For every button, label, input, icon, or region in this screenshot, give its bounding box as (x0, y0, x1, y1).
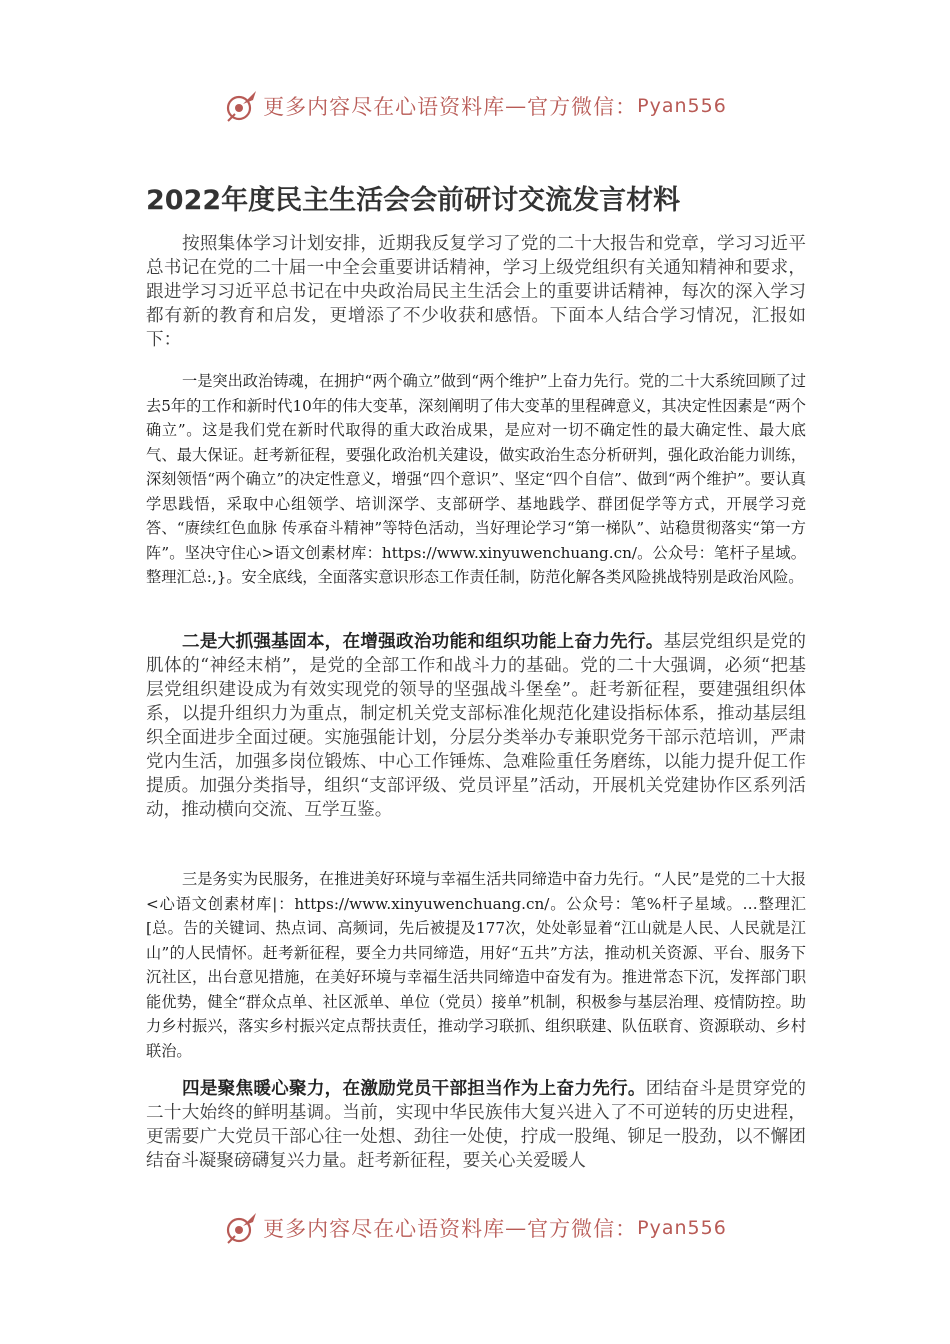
section-2-body: 基层党组织是党的肌体的“神经末梢”，是党的全部工作和战斗力的基础。党的二十大强调，必须“把基层党组织建设成为有效实现党的领导的坚强战斗堡垒”。赶考新征程，要建强组织体系，以提升组织力为重点，制定机关党支部标准化规范化建设指标体系，推动基层组织全面进步全面过硬。实施强能计划，分层分类举办专兼职党务干部示范培训，严肃党内生活，加强多岗位锻炼、中心工作锤炼、急难险重任务磨练，以能力提升促工作提质。加强分类指导，组织“支部评级、党员评星”活动，开展机关党建协作区系列活动，推动横向交流、互学互鉴。 (146, 632, 806, 820)
banner-handle: Pyan556 (637, 95, 727, 117)
section-2-lead: 二是大抓强基固本，在增强政治功能和组织功能上奋力先行。 (182, 631, 664, 652)
intro-paragraph: 按照集体学习计划安排，近期我反复学习了党的二十大报告和党章，学习习近平总书记在党的二十届一中全会重要讲话精神，学习上级党组织有关通知精神和要求，跟进学习习近平总书记在中央政治局民主生活会上的重要讲话精神，每次的深入学习都有新的教育和启发，更增添了不少收获和感悟。下面本人结合学习情况，汇报如下： (146, 234, 806, 350)
section-1-block (146, 369, 806, 590)
quill-logo-icon (223, 1210, 259, 1246)
banner-official-label: 官方微信： (527, 95, 638, 119)
banner-separator: — (505, 1216, 528, 1240)
document-title: 2022年度民主生活会会前研讨交流发言材料 (146, 185, 681, 216)
banner-handle: Pyan556 (637, 1217, 727, 1239)
section-2-paragraph (146, 630, 806, 822)
header-banner (0, 86, 950, 126)
banner-separator: — (505, 94, 528, 118)
banner-text: 更多内容尽在心语资料库 (263, 1217, 506, 1241)
section-4-body: 团结奋斗是贯穿党的二十大始终的鲜明基调。当前，实现中华民族伟大复兴进入了不可逆转的历史进程，更需要广大党员干部心往一处想、劲往一处使，拧成一股绳、铆足一股劲，以不懈团结奋斗凝聚磅礴复兴力量。赶考新征程，要关心关爱暖人 (146, 1079, 806, 1171)
section-3-paragraph: 三是务实为民服务，在推进美好环境与幸福生活共同缔造中奋力先行。“人民”是党的二十大报<心语文创素材库|：https://www.xinyuwenchuang.cn/。公众号：笔%杆子星域。…整理汇[总。告的关键词、热点词、高频词，先后被提及177次，处处彰显着“江山就是人民、人民就是江山”的人民情怀。赶考新征程，要全力共同缔造，用好“五共”方法，推动机关资源、平台、服务下沉社区，出台意见措施，在美好环境与幸福生活共同缔造中奋发有为。推进常态下沉，发挥部门职能优势，健全“群众点单、社区派单、单位（党员）接单”机制，积极参与基层治理、疫情防控。助力乡村振兴，落实乡村振兴定点帮扶责任，推动学习联抓、组织联建、队伍联育、资源联动、乡村联治。 (146, 870, 806, 1060)
banner-official-label: 官方微信： (527, 1217, 638, 1241)
banner-text: 更多内容尽在心语资料库 (263, 95, 506, 119)
section-1-paragraph: 一是突出政治铸魂，在拥护“两个确立”做到“两个维护”上奋力先行。党的二十大系统回顾了过去5年的工作和新时代10年的伟大变革，深刻阐明了伟大变革的里程碑意义，其决定性因素是“两个确立”。这是我们党在新时代取得的重大政治成果，是应对一切不确定性的最大确定性、最大底气、最大保证。赶考新征程，要强化政治机关建设，做实政治生态分析研判，强化政治能力训练，深刻领悟“两个确立”的决定性意义，增强“四个意识”、坚定“四个自信”、做到“两个维护”。要认真学思践悟，采取中心组领学、培训深学、支部研学、基地践学、群团促学等方式，开展学习竞答、“赓续红色血脉 传承奋斗精神”等特色活动，当好理论学习“第一梯队”、站稳贯彻落实“第一方阵”。坚决守住心>语文创素材库：https://www.xinyuwenchuang.cn/。公众号：笔杆子星域。整理汇总:,}。安全底线，全面落实意识形态工作责任制，防范化解各类风险挑战特别是政治风险。 (146, 372, 806, 586)
section-3-block (146, 867, 806, 1063)
intro-block (146, 232, 806, 352)
quill-logo-icon (223, 88, 259, 124)
section-4-paragraph (146, 1077, 806, 1173)
section-4-lead: 四是聚焦暖心聚力，在激励党员干部担当作为上奋力先行。 (182, 1078, 646, 1099)
section-2-block (146, 630, 806, 822)
section-4-block (146, 1077, 806, 1173)
footer-banner (0, 1208, 950, 1248)
